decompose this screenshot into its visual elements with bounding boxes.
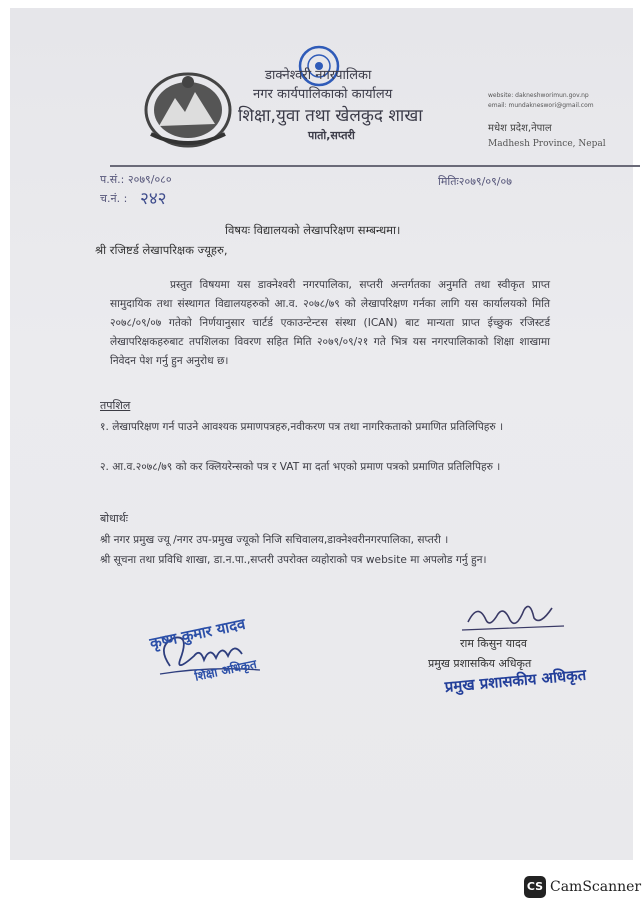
header-divider: [110, 165, 640, 167]
stamp-cao-title: प्रमुख प्रशासकीय अधिकृत: [444, 665, 587, 696]
office-location: पातो,सप्तरी: [308, 129, 355, 142]
province-english: Madhesh Province, Nepal: [488, 139, 606, 149]
letter-body: प्रस्तुत विषयमा यस डाक्नेश्वरी नगरपालिका, सप्तरी अन्तर्गतका अनुमति तथा स्वीकृत प्राप्त सामुदायिक तथा संस्थागत विद्यालयहरुको आ.व. २०७८/७९ को लेखापरिक्षण गर्नका लागि यस कार्यालयको मिति २०७८/०९/०७ गतेको निर्णयानुसार चार्टर्ड एकाउन्टेन्टस संस्था (ICAN) बाट मान्यता प्राप्त ईच्छुक रजिस्टर्ड लेखापरिक्षकहरुबाट तपशिलका विवरण सहित मिति २०७९/०९/२१ गते भित्र यस नगरपालिकाको शिक्षा शाखामा निवेदन पेश गर्नु हुन अनुरोध छ।: [110, 279, 550, 367]
subject-line: विषयः विद्यालयको लेखापरिक्षण सम्बन्धमा।: [225, 223, 401, 237]
letter-number: प.सं.: २०७९/०८०: [100, 173, 172, 186]
stamp-education-officer-title: शिक्षा अधिकृत: [193, 656, 258, 684]
website-text: website: dakneshworimun.gov.np: [488, 92, 589, 99]
office-name: नगर कार्यपालिकाको कार्यालय: [253, 87, 393, 102]
section-name: शिक्षा,युवा तथा खेलकुद शाखा: [238, 106, 423, 126]
signatory-name: राम किसुन यादव: [460, 637, 527, 650]
tapsil-item-2: २. आ.व.२०७८/७९ को कर क्लियरेन्सको पत्र र VAT मा दर्ता भएको प्रमाण पत्रको प्रमाणित प्रतिलिपिहरु ।: [100, 461, 501, 473]
dispatch-number: २४२: [140, 189, 167, 209]
scanned-letter: [10, 8, 633, 860]
bodharth-item-1: श्री नगर प्रमुख ज्यू /नगर उप-प्रमुख ज्यूको निजि सचिवालय,डाक्नेश्वरीनगरपालिका, सप्तरी ।: [100, 534, 449, 546]
bodharth-item-2: श्री सूचना तथा प्रविधि शाखा, डा.न.पा.,सप्तरी उपरोक्त व्यहोराको पत्र website मा अपलोड गर्नु हुन।: [100, 554, 487, 566]
tapsil-heading: तपशिल: [100, 399, 131, 412]
email-text: email: mundakneswori@gmail.com: [488, 102, 594, 109]
stamp-education-officer-name: कृष्ण कुमार यादव: [148, 614, 247, 653]
signatory-title: प्रमुख प्रशासकिय अधिकृत: [428, 657, 532, 670]
nepal-emblem-logo: [143, 68, 233, 148]
province-nepali: मधेश प्रदेश,नेपाल: [488, 123, 552, 134]
tapsil-item-1: १. लेखापरिक्षण गर्न पाउने आवश्यक प्रमाणपत्रहरु,नवीकरण पत्र तथा नागरिकताको प्रमाणित प्रतिलिपिहरु ।: [100, 421, 504, 433]
municipality-name: डाक्नेश्वरी नगरपालिका: [265, 68, 372, 83]
camscanner-label: CamScanner: [550, 879, 642, 895]
signature-cao: [460, 596, 570, 636]
letter-date: मितिः२०७९/०९/०७: [438, 175, 512, 188]
salutation: श्री रजिष्टर्ड लेखापरिक्षक ज्यूहरु,: [95, 243, 228, 257]
dispatch-label: च.नं. :: [100, 192, 128, 205]
camscanner-logo: CS: [524, 876, 546, 898]
bodharth-heading: बोधार्थः: [100, 512, 128, 525]
